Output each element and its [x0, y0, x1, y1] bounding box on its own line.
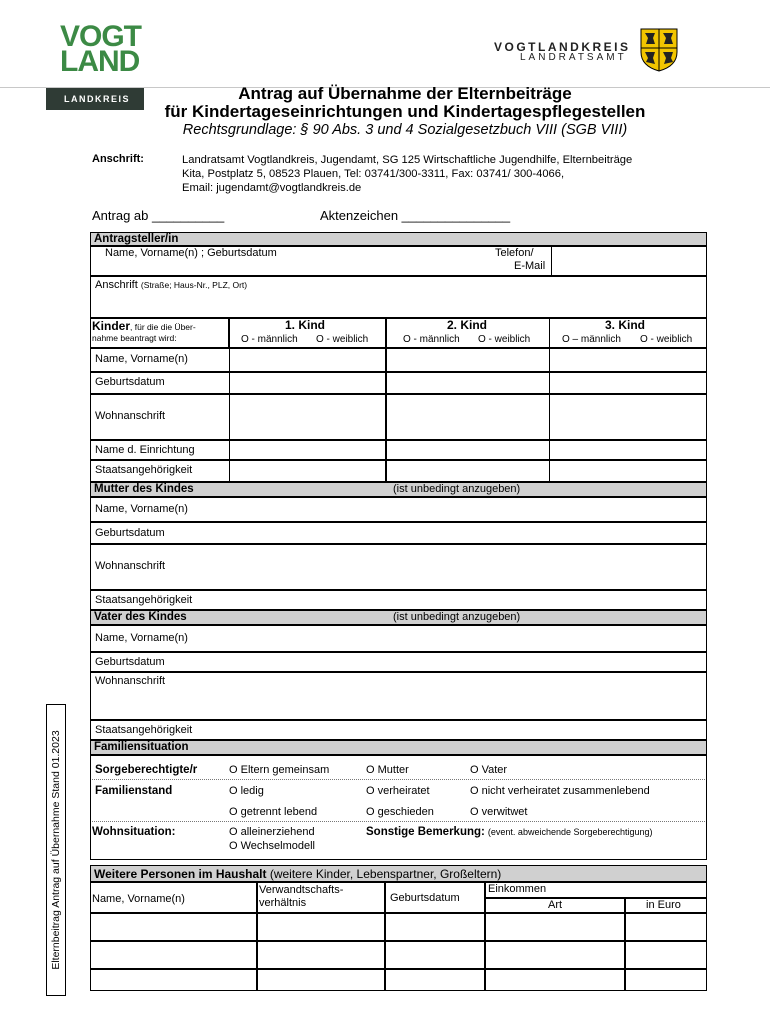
table-cell[interactable] [385, 913, 485, 941]
wohnsituation-label: Wohnsituation: [92, 826, 176, 838]
table-row[interactable] [90, 522, 707, 544]
telefon-label: Telefon/ [495, 247, 534, 259]
anschrift-label-text: Anschrift [95, 279, 138, 291]
table-cell[interactable] [625, 913, 707, 941]
table-cell[interactable] [485, 941, 625, 969]
table-row[interactable] [90, 652, 707, 672]
table-cell[interactable] [90, 969, 257, 991]
stand-verheiratet-radio[interactable]: O verheiratet [366, 785, 430, 797]
anschrift-line2: Kita, Postplatz 5, 08523 Plauen, Tel: 03741/300-3311, Fax: 03741/ 300-4066, [182, 168, 565, 180]
kind1-maennlich-radio[interactable]: O - männlich [241, 334, 298, 345]
logo-band-text: LANDKREIS [64, 94, 131, 104]
table-cell[interactable] [257, 941, 385, 969]
sorge-vater-radio[interactable]: O Vater [470, 764, 508, 776]
kinder-hint2: nahme beantragt wird: [92, 333, 177, 343]
coat-of-arms-icon [640, 28, 678, 72]
sorge-mutter-radio[interactable]: O Mutter [366, 764, 409, 776]
logo-line1: VOGT [60, 20, 142, 53]
kinder-hint1: , für die die Über- [130, 322, 196, 332]
kind3-label: 3. Kind [605, 318, 646, 332]
familienstand-label: Familienstand [95, 785, 173, 797]
kind1-label: 1. Kind [285, 318, 326, 332]
kinder-row-label: Staatsangehörigkeit [95, 464, 193, 476]
antragsteller-anschrift-label [95, 279, 247, 291]
stand-zusammenlebend-radio[interactable]: O nicht verheiratet zusammenlebend [470, 785, 650, 797]
kinder-header-text: Kinder [92, 319, 131, 333]
bemerkung-label: Sonstige Bemerkung: [366, 826, 485, 838]
table-row[interactable] [90, 672, 707, 720]
aktenzeichen-field[interactable]: Aktenzeichen _______________ [320, 208, 511, 223]
kind2-weiblich-radio[interactable]: O - weiblich [478, 334, 531, 345]
divider [92, 821, 705, 822]
weitere-header-note: (weitere Kinder, Lebenspartner, Großeltern) [269, 867, 502, 881]
kind1-column[interactable] [229, 348, 386, 482]
antragsteller-header: Antragsteller/in [90, 232, 707, 246]
wohn-wechselmodell-radio[interactable]: O Wechselmodell [229, 840, 315, 852]
stand-ledig-radio[interactable]: O ledig [229, 785, 264, 797]
wohn-alleinerziehend-radio[interactable]: O alleinerziehend [229, 826, 315, 838]
logo-line2: LAND [60, 45, 140, 78]
table-cell[interactable] [625, 941, 707, 969]
anschrift-line1: Landratsamt Vogtlandkreis, Jugendamt, SG 125 Wirtschaftliche Jugendhilfe, Elternbeiträge [182, 154, 633, 166]
sorge-eltern-radio[interactable]: O Eltern gemeinsam [229, 764, 330, 776]
authority-subname: LANDRATSAMT [520, 52, 627, 63]
mutter-row-label: Wohnanschrift [95, 560, 166, 572]
divider [92, 779, 705, 780]
kind2-label: 2. Kind [447, 318, 488, 332]
mutter-header-text: Mutter des Kindes [94, 483, 194, 495]
anschrift-label: Anschrift: [92, 153, 144, 165]
weitere-header-text: Weitere Personen im Haushalt [94, 867, 267, 881]
vater-row-label: Geburtsdatum [95, 656, 165, 668]
kinder-row-label: Name d. Einrichtung [95, 444, 195, 456]
side-label [46, 704, 66, 996]
col-name-label: Name, Vorname(n) [92, 893, 185, 905]
logo-wordmark [60, 20, 142, 78]
antrag-ab-field[interactable]: Antrag ab __________ [92, 208, 225, 223]
form-subtitle: für Kindertageseinrichtungen und Kindertagespflegestellen [164, 102, 646, 121]
table-cell[interactable] [485, 913, 625, 941]
email-label: E-Mail [514, 260, 546, 272]
mutter-row-label: Staatsangehörigkeit [95, 594, 193, 606]
sorge-label: Sorgeberechtigte/r [95, 764, 198, 776]
col-art-label: Art [548, 899, 563, 911]
col-verw-label1: Verwandtschafts- [259, 884, 344, 896]
familie-header: Familiensituation [90, 740, 707, 755]
kind2-maennlich-radio[interactable]: O - männlich [403, 334, 460, 345]
mutter-row-label: Geburtsdatum [95, 527, 165, 539]
col-eink-label: Einkommen [488, 883, 547, 895]
kind3-maennlich-radio[interactable]: O – männlich [562, 334, 621, 345]
col-geb-label: Geburtsdatum [390, 892, 460, 904]
vater-row-label: Wohnanschrift [95, 675, 166, 687]
vater-header-text: Vater des Kindes [94, 611, 187, 623]
kind2-column[interactable] [386, 348, 550, 482]
anschrift-block [182, 153, 632, 195]
form-title: Antrag auf Übernahme der Elternbeiträge [238, 84, 572, 103]
table-cell[interactable] [485, 969, 625, 991]
legal-basis: Rechtsgrundlage: § 90 Abs. 3 und 4 Sozialgesetzbuch VIII (SGB VIII) [182, 122, 628, 138]
table-cell[interactable] [385, 969, 485, 991]
table-row[interactable] [90, 544, 707, 590]
table-cell[interactable] [90, 913, 257, 941]
table-cell[interactable] [90, 941, 257, 969]
stand-verwitwet-radio[interactable]: O verwitwet [470, 806, 528, 818]
side-label-text: Elternbeitrag Antrag auf Übernahme Stand 01.2023 [50, 730, 62, 970]
stand-getrennt-radio[interactable]: O getrennt lebend [229, 806, 318, 818]
kinder-header [92, 319, 196, 333]
kind1-weiblich-radio[interactable]: O - weiblich [316, 334, 369, 345]
vater-note: (ist unbedingt anzugeben) [393, 611, 521, 623]
col-verw-label2: verhältnis [259, 897, 307, 909]
kind3-weiblich-radio[interactable]: O - weiblich [640, 334, 693, 345]
kinder-row-label: Name, Vorname(n) [95, 353, 188, 365]
col-euro-label: in Euro [646, 899, 681, 911]
mutter-note: (ist unbedingt anzugeben) [393, 483, 521, 495]
weitere-header [90, 865, 707, 882]
bemerkung[interactable] [366, 826, 653, 838]
stand-geschieden-radio[interactable]: O geschieden [366, 806, 434, 818]
anschrift-line3: Email: jugendamt@vogtlandkreis.de [182, 182, 362, 194]
authority-name: VOGTLANDKREIS [494, 40, 631, 54]
telefon-input[interactable] [551, 246, 707, 276]
bemerkung-hint: (event. abweichende Sorgeberechtigung) [487, 827, 653, 837]
table-cell[interactable] [257, 969, 385, 991]
mutter-row-label: Name, Vorname(n) [95, 503, 188, 515]
vater-row-label: Staatsangehörigkeit [95, 724, 193, 736]
antragsteller-name-label: Name, Vorname(n) ; Geburtsdatum [105, 247, 277, 259]
vater-row-label: Name, Vorname(n) [95, 632, 188, 644]
kinder-row-label: Wohnanschrift [95, 410, 166, 422]
table-cell[interactable] [385, 941, 485, 969]
table-cell[interactable] [625, 969, 707, 991]
anschrift-hint: (Straße; Haus-Nr., PLZ, Ort) [140, 280, 248, 290]
kinder-row-label: Geburtsdatum [95, 376, 165, 388]
table-cell[interactable] [257, 913, 385, 941]
